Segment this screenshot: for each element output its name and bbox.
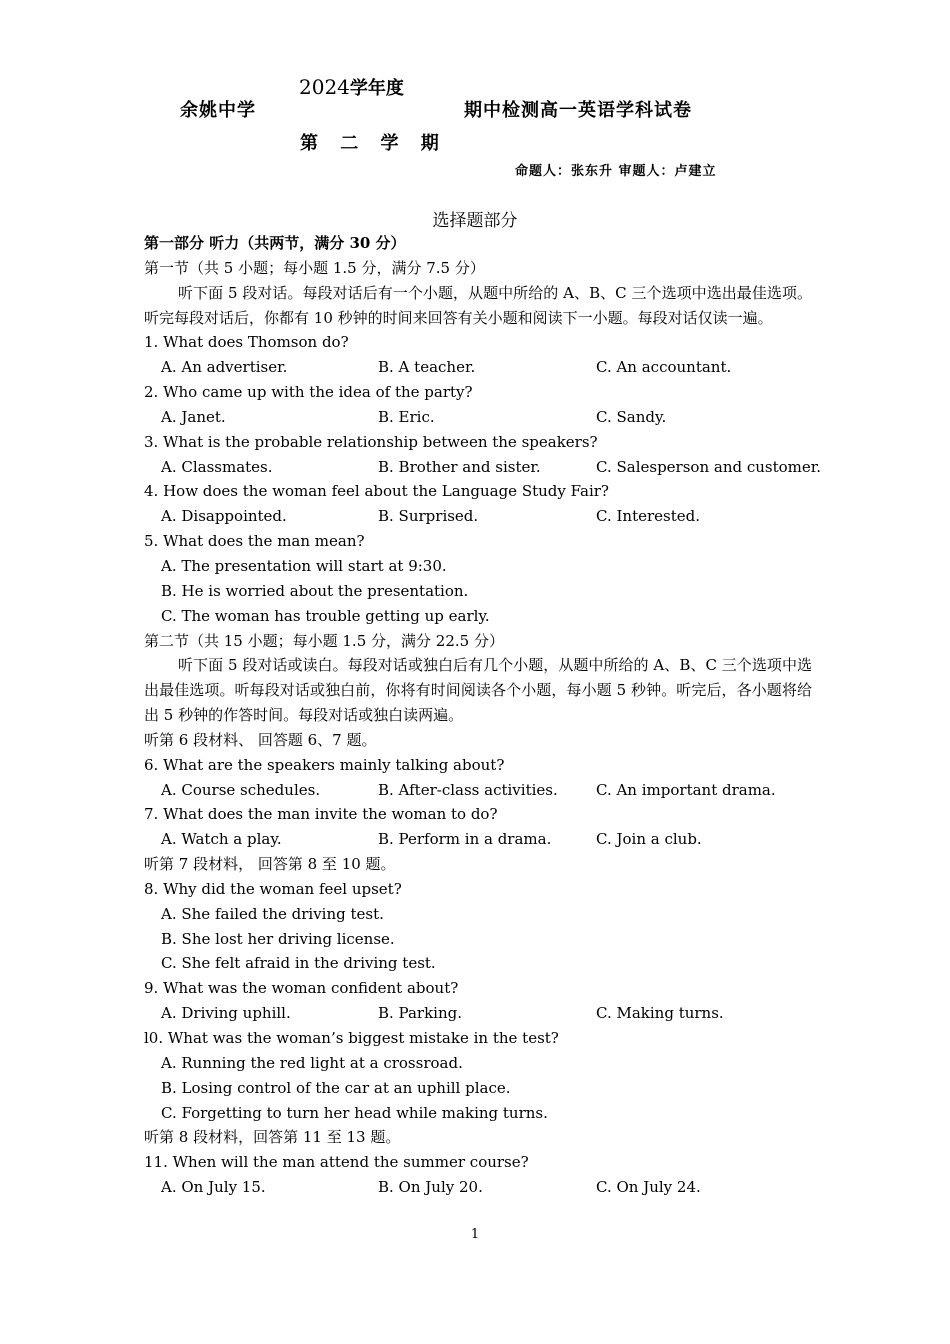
option-c: C. The woman has trouble getting up early. [161,606,490,625]
option-b: B. On July 20. [378,1178,483,1197]
exam-content [144,231,822,1200]
section2-instructions: 听下面 5 段对话或读白。每段对话或独白后有几个小题，从题中所给的 A、B、C 三个选项中选出最佳选项。听每段对话或独白前，你将有时间阅读各个小题，每小题 5 秒钟。听完后，各小题将给出 5 秒钟的作答时间。每段对话或独白读两遍。 [144,656,812,725]
question-stem: 4. How does the woman feel about the Language Study Fair? [144,482,609,501]
option-b: B. Parking. [378,1004,463,1023]
option-b: B. After-class activities. [378,780,558,799]
question-stem: 7. What does the man invite the woman to do? [144,805,498,824]
authors-line: 命题人：张东升 审题人：卢建立 [515,164,717,179]
year-suffix: 学年度 [349,78,404,99]
options-row [144,455,822,480]
options-row [144,355,812,380]
option-c: C. An important drama. [596,780,776,799]
options-row [144,504,812,529]
option-a: A. Disappointed. [161,507,287,526]
option-c: C. She felt afraid in the driving test. [161,954,436,973]
option-a: A. The presentation will start at 9:30. [161,556,447,575]
school-name: 余姚中学 [180,100,256,121]
option-b: B. A teacher. [378,358,476,377]
options-row [144,778,812,803]
option-b: B. Losing control of the car at an uphill place. [161,1078,511,1097]
option-c: C. An accountant. [596,358,732,377]
options-row [144,1001,812,1026]
question-stem: 1. What does Thomson do? [144,333,349,352]
option-b: B. She lost her driving license. [161,929,395,948]
part1-title: 第一部分 听力（共两节，满分 30 分） [144,234,406,252]
options-row [144,1175,812,1200]
question-stem: 6. What are the speakers mainly talking about? [144,755,505,774]
option-c: C. Interested. [596,507,700,526]
option-c: C. Forgetting to turn her head while making turns. [161,1103,548,1122]
option-a: A. Course schedules. [161,780,321,799]
options-row [144,405,812,430]
option-b: B. Eric. [378,407,435,426]
option-c: C. Join a club. [596,830,702,849]
option-c: C. Salesperson and customer. [596,457,822,476]
question-stem: l0. What was the woman’s biggest mistake in the test? [144,1029,559,1047]
material-heading: 听第 6 段材料、 回答题 6、7 题。 [144,730,377,749]
option-a: A. Driving uphill. [161,1004,291,1023]
section2-title: 第二节（共 15 小题；每小题 1.5 分，满分 22.5 分） [144,631,504,650]
section1-title: 第一节（共 5 小题；每小题 1.5 分，满分 7.5 分） [144,258,485,277]
question-stem: 2. Who came up with the idea of the party? [144,383,473,402]
option-a: A. On July 15. [161,1178,266,1197]
option-c: C. Making turns. [596,1004,724,1023]
option-b: B. Perform in a drama. [378,830,552,849]
options-row [144,827,812,852]
option-a: A. Janet. [161,407,226,426]
section-title: 选择题部分 [432,211,518,231]
question-stem: 11. When will the man attend the summer course? [144,1153,529,1172]
year-number: 2024 [299,75,350,99]
section1-instructions: 听下面 5 段对话。每段对话后有一个小题，从题中所给的 A、B、C 三个选项中选出最佳选项。听完每段对话后，你都有 10 秒钟的时间来回答有关小题和阅读下一小题。每段对话仅读一遍。 [144,283,812,327]
option-b: B. Surprised. [378,507,479,526]
option-c: C. Sandy. [596,407,667,426]
material-heading: 听第 7 段材料， 回答第 8 至 10 题。 [144,855,396,874]
option-b: B. He is worried about the presentation. [161,581,469,600]
school-year [299,74,404,100]
option-b: B. Brother and sister. [378,457,541,476]
question-stem: 5. What does the man mean? [144,532,365,551]
option-a: A. Running the red light at a crossroad. [161,1053,463,1072]
page-number: 1 [470,1227,480,1242]
option-a: A. Classmates. [161,457,273,476]
option-c: C. On July 24. [596,1178,701,1197]
material-heading: 听第 8 段材料，回答第 11 至 13 题。 [144,1128,401,1147]
option-a: A. Watch a play. [161,830,282,849]
option-a: A. An advertiser. [161,358,288,377]
question-stem: 8. Why did the woman feel upset? [144,879,402,898]
exam-title: 期中检测高一英语学科试卷 [464,100,692,121]
semester: 第 二 学 期 [300,133,447,154]
question-stem: 9. What was the woman confident about? [144,979,459,998]
question-stem: 3. What is the probable relationship between the speakers? [144,432,598,451]
option-a: A. She failed the driving test. [161,904,384,923]
